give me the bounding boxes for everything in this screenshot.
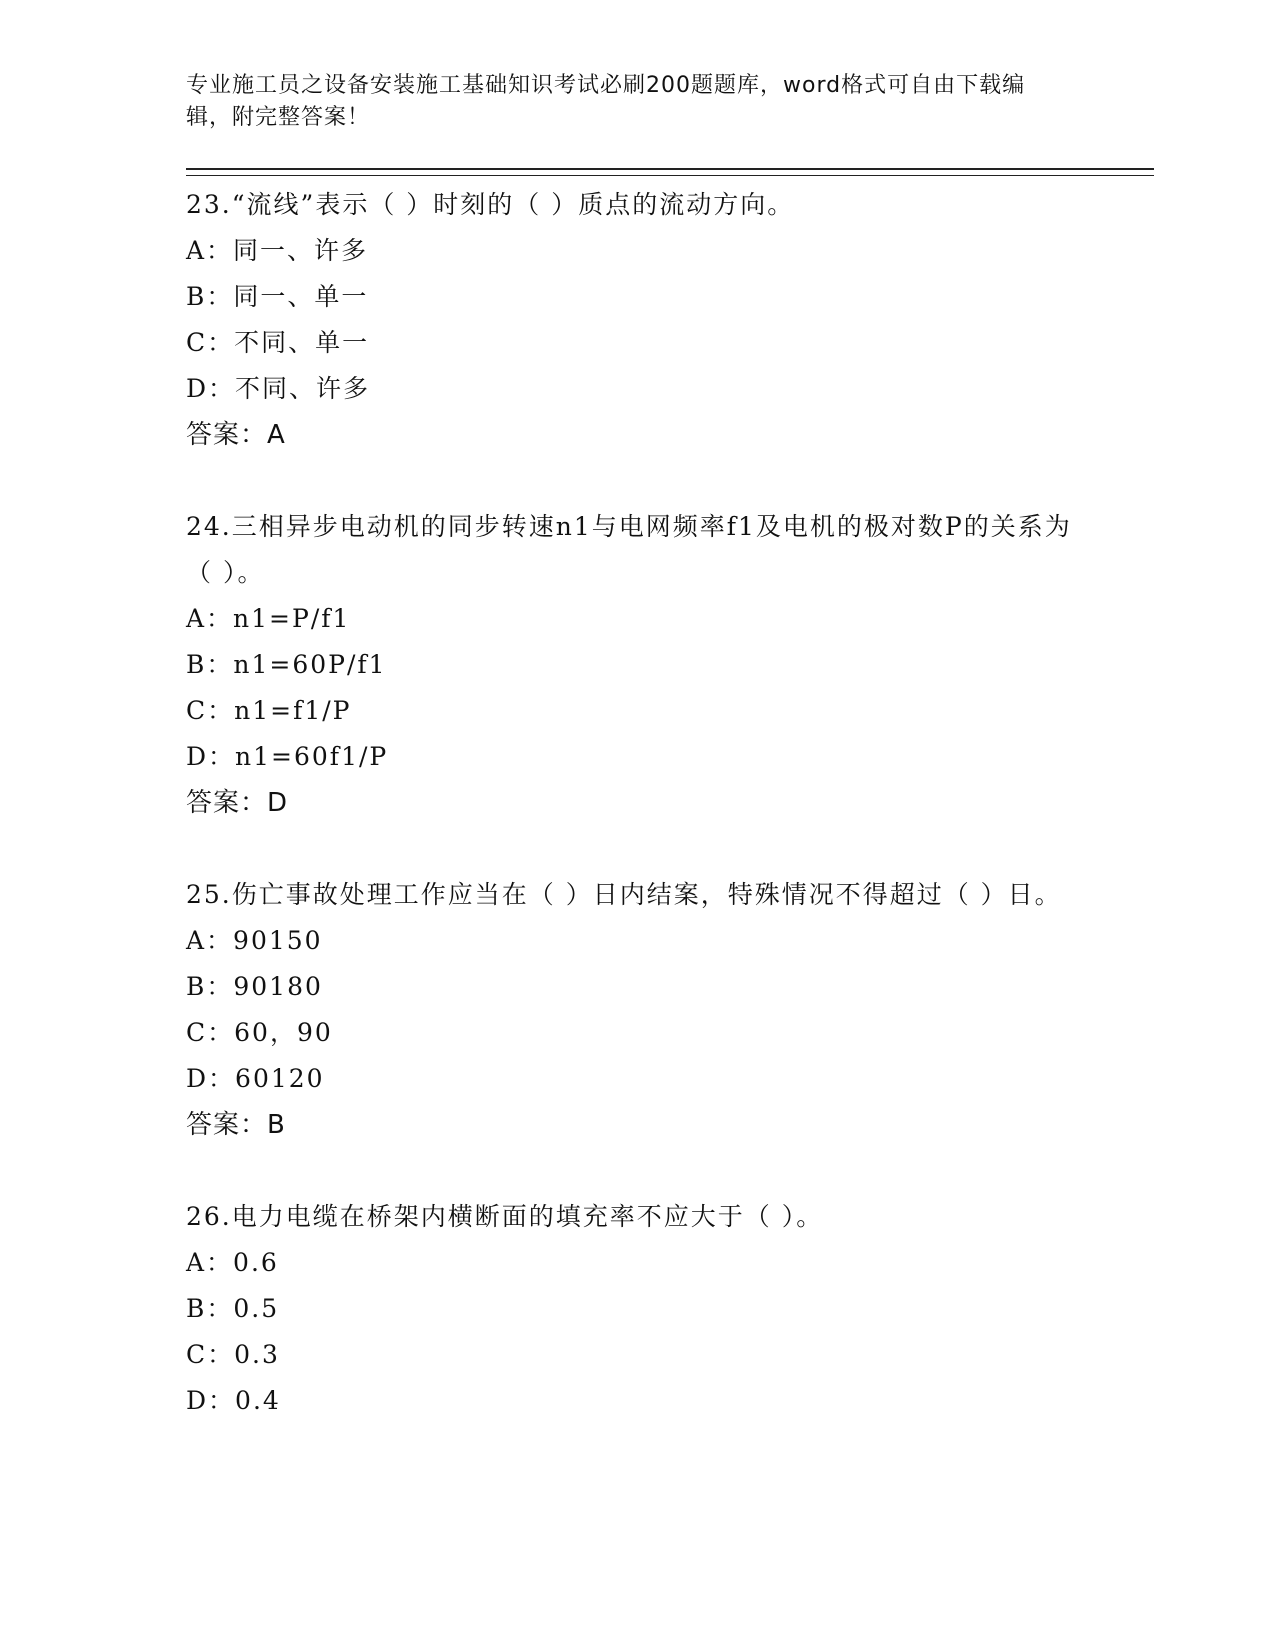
question-stem: 24.三相异步电动机的同步转速n1与电网频率f1及电机的极对数P的关系为（ ）。 [186,512,1072,587]
option-b: B：90180 [186,972,323,1001]
answer-line: 答案：A [186,420,286,450]
option-c: C：60，90 [186,1018,333,1047]
option-d: D：60120 [186,1064,325,1093]
option-d: D：不同、许多 [186,374,371,403]
question-24 [186,504,1156,826]
option-c: C：不同、单一 [186,328,370,357]
option-a: A：90150 [186,926,323,955]
question-23 [186,182,1156,458]
answer-line: 答案：B [186,1110,286,1140]
option-a: A：0.6 [186,1248,279,1277]
question-stem: 25.伤亡事故处理工作应当在（ ）日内结案，特殊情况不得超过（ ）日。 [186,880,1062,909]
header-divider [186,168,1154,176]
option-a: A：同一、许多 [186,236,369,265]
option-b: B：同一、单一 [186,282,369,311]
answer-line: 答案：D [186,788,289,818]
question-26 [186,1194,1156,1424]
option-a: A：n1=P/f1 [186,604,351,633]
option-c: C：0.3 [186,1340,280,1369]
option-c: C：n1=f1/P [186,696,352,725]
question-stem: 26.电力电缆在桥架内横断面的填充率不应大于（ ）。 [186,1202,824,1231]
question-25 [186,872,1156,1148]
option-d: D：n1=60f1/P [186,742,389,771]
document-header: 专业施工员之设备安装施工基础知识考试必刷200题题库，word格式可自由下载编辑，附完整答案！ [186,73,1026,130]
option-b: B：0.5 [186,1294,280,1323]
document-page [186,70,1156,1424]
question-stem: 23.“流线”表示（ ）时刻的（ ）质点的流动方向。 [186,190,795,219]
option-b: B：n1=60P/f1 [186,650,387,679]
option-d: D：0.4 [186,1386,281,1415]
